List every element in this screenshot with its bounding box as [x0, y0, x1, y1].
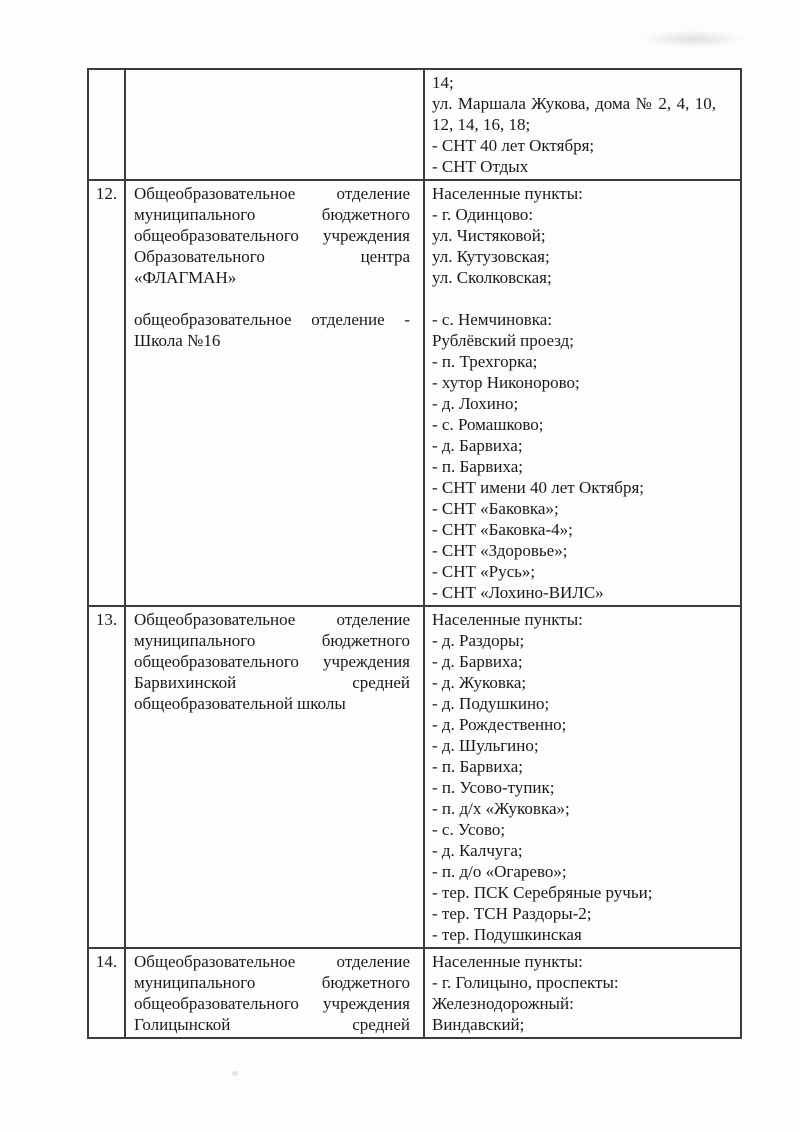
- text-line: - тер. ПСК Серебряные ручьи;: [432, 883, 653, 902]
- table-row-continuation: [88, 69, 741, 180]
- text-line: ул. Сколковская;: [432, 268, 552, 287]
- text-line: - СНТ «Баковка-4»;: [432, 520, 573, 539]
- text-line: - п. Усово-тупик;: [432, 778, 555, 797]
- settlements-cell: [424, 606, 741, 948]
- text-line: - СНТ «Лохино-ВИЛС»: [432, 583, 604, 602]
- scan-smudge: [640, 30, 745, 48]
- school-paragraph: Общеобразовательное отделение муниципального бюджетного общеобразовательного учреждения Голицынской средней: [134, 952, 410, 1034]
- text-line: Железнодорожный:: [432, 994, 574, 1013]
- text-line: Населенные пункты:: [432, 610, 583, 629]
- settlements-cell: [424, 948, 741, 1038]
- text-line: - тер. Подушкинская: [432, 925, 582, 944]
- text-line: - д. Рождественно;: [432, 715, 567, 734]
- text-line: - п. д/х «Жуковка»;: [432, 799, 570, 818]
- text-line: - п. Трехгорка;: [432, 352, 538, 371]
- table-row-14: [88, 948, 741, 1038]
- text-line: - п. Барвиха;: [432, 457, 523, 476]
- text-line: - д. Калчуга;: [432, 841, 523, 860]
- text-line: - СНТ 40 лет Октября;: [432, 136, 595, 155]
- row-number-cell: 13.: [88, 606, 125, 948]
- text-line: - д. Лохино;: [432, 394, 519, 413]
- text-line: - д. Барвиха;: [432, 436, 523, 455]
- school-cell: [125, 69, 424, 180]
- text-line: - СНТ Отдых: [432, 157, 529, 176]
- text-line: - г. Одинцово:: [432, 205, 534, 224]
- settlements-cell: [424, 180, 741, 606]
- scan-speck: [232, 1071, 238, 1076]
- text-line: - п. д/о «Огарево»;: [432, 862, 567, 881]
- text-line: ул. Чистяковой;: [432, 226, 546, 245]
- text-line: - с. Усово;: [432, 820, 506, 839]
- text-line: Населенные пункты:: [432, 952, 583, 971]
- text-line: - тер. ТСН Раздоры-2;: [432, 904, 592, 923]
- text-line: - д. Подушкино;: [432, 694, 550, 713]
- text-line: - д. Раздоры;: [432, 631, 525, 650]
- text-line: - СНТ «Баковка»;: [432, 499, 559, 518]
- school-districts-table: [87, 68, 742, 1039]
- table-row-13: [88, 606, 741, 948]
- text-line: Виндавский;: [432, 1015, 525, 1034]
- school-paragraph: Общеобразовательное отделение муниципального бюджетного общеобразовательного учреждения Барвихинской средней общеобразовательной школы: [134, 610, 410, 713]
- text-line: ул. Кутузовская;: [432, 247, 550, 266]
- text-line: - д. Шульгино;: [432, 736, 539, 755]
- table-row-12: [88, 180, 741, 606]
- text-line: - г. Голицыно, проспекты:: [432, 973, 619, 992]
- row-number-cell: 14.: [88, 948, 125, 1038]
- text-line: - с. Ромашково;: [432, 415, 544, 434]
- row-number-cell: 12.: [88, 180, 125, 606]
- school-paragraph: общеобразовательное отделение - Школа №16: [134, 310, 410, 350]
- text-line: ул. Маршала Жукова, дома № 2, 4, 10, 12, 14, 16, 18;: [432, 94, 716, 134]
- school-paragraph: Общеобразовательное отделение муниципального бюджетного общеобразовательного учреждения Образовательного центра «ФЛАГМАН»: [134, 184, 410, 287]
- text-line: - СНТ имени 40 лет Октября;: [432, 478, 644, 497]
- text-line: - СНТ «Здоровье»;: [432, 541, 568, 560]
- text-line: - д. Барвиха;: [432, 652, 523, 671]
- text-line: - п. Барвиха;: [432, 757, 523, 776]
- text-line: - хутор Никонорово;: [432, 373, 580, 392]
- settlements-cell: [424, 69, 741, 180]
- text-line: - с. Немчиновка:: [432, 310, 553, 329]
- text-line: - д. Жуковка;: [432, 673, 527, 692]
- row-number-cell: [88, 69, 125, 180]
- text-line: [432, 288, 716, 309]
- text-line: Рублёвский проезд;: [432, 331, 575, 350]
- text-line: - СНТ «Русь»;: [432, 562, 536, 581]
- text-line: Населенные пункты:: [432, 184, 583, 203]
- school-cell: [125, 180, 424, 606]
- text-line: 14;: [432, 73, 454, 92]
- school-cell: [125, 948, 424, 1038]
- school-cell: [125, 606, 424, 948]
